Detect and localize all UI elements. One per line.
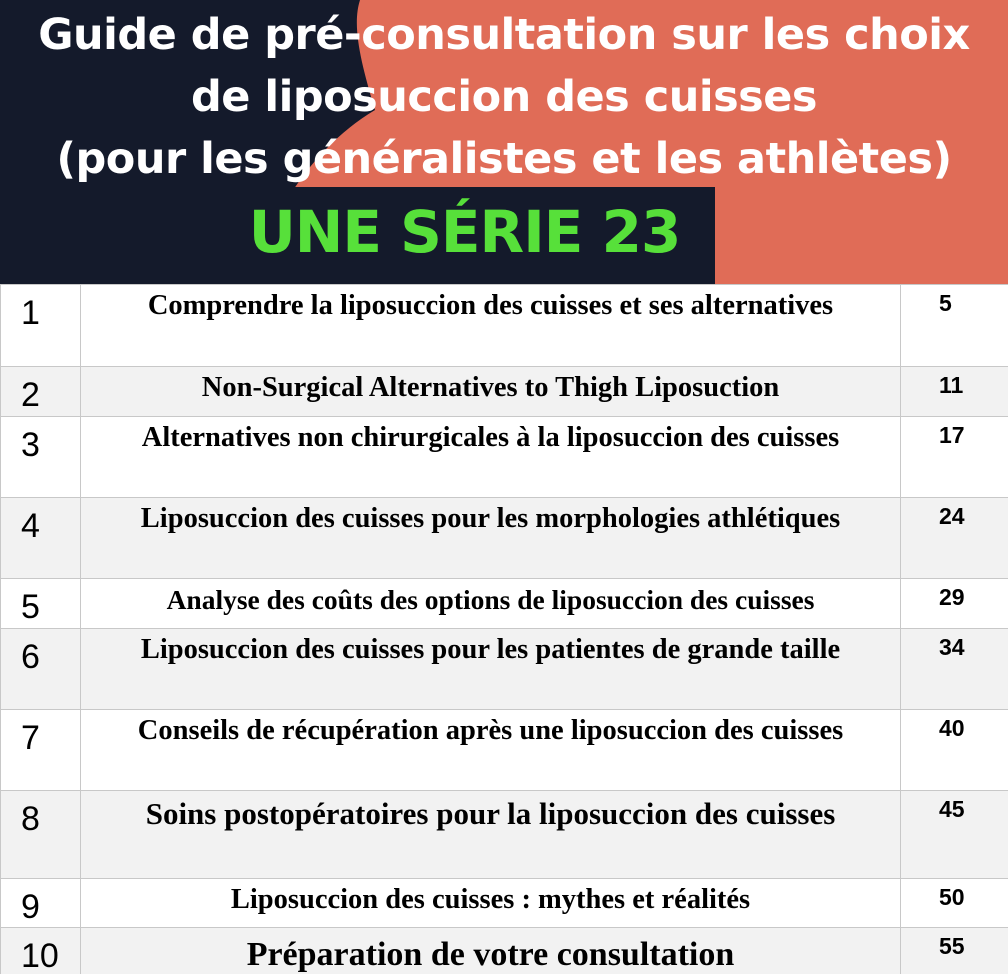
title-line-1: Guide de pré-consultation sur les choix [38, 10, 970, 60]
page-number: 55 [901, 928, 1008, 974]
table-row [1, 285, 1008, 367]
chapter-number: 2 [1, 367, 81, 417]
title-line-3: (pour les généralistes et les athlètes) [56, 134, 952, 184]
chapter-number: 6 [1, 629, 81, 710]
table-row [1, 629, 1008, 710]
chapter-title: Comprendre la liposuccion des cuisses et ses alternatives [81, 285, 901, 367]
page-number: 34 [901, 629, 1008, 710]
chapter-number: 7 [1, 710, 81, 791]
page-number: 50 [901, 879, 1008, 928]
chapter-number: 8 [1, 791, 81, 879]
table-row [1, 791, 1008, 879]
page-number: 45 [901, 791, 1008, 879]
table-row [1, 417, 1008, 498]
title-line-2: de liposuccion des cuisses [190, 72, 818, 122]
page-number: 24 [901, 498, 1008, 579]
chapter-number: 9 [1, 879, 81, 928]
chapter-number: 10 [1, 928, 81, 974]
table-row [1, 879, 1008, 928]
chapter-title: Alternatives non chirurgicales à la liposuccion des cuisses [81, 417, 901, 498]
table-row [1, 498, 1008, 579]
table-row [1, 710, 1008, 791]
table-row [1, 928, 1008, 974]
chapter-number: 4 [1, 498, 81, 579]
cover-banner [0, 0, 1008, 284]
page-number: 40 [901, 710, 1008, 791]
table-of-contents [0, 284, 1008, 974]
table-row [1, 367, 1008, 417]
chapter-title: Liposuccion des cuisses pour les patientes de grande taille [81, 629, 901, 710]
page-number: 17 [901, 417, 1008, 498]
document-title [0, 4, 1008, 190]
table-row [1, 579, 1008, 629]
chapter-number: 5 [1, 579, 81, 629]
page-number: 11 [901, 367, 1008, 417]
chapter-title: Non-Surgical Alternatives to Thigh Liposuction [81, 367, 901, 417]
chapter-title: Soins postopératoires pour la liposuccion des cuisses [81, 791, 901, 879]
series-label-box [214, 187, 715, 284]
chapter-title: Conseils de récupération après une liposuccion des cuisses [81, 710, 901, 791]
chapter-title: Préparation de votre consultation [81, 928, 901, 974]
chapter-title: Liposuccion des cuisses : mythes et réalités [81, 879, 901, 928]
chapter-number: 3 [1, 417, 81, 498]
chapter-title: Analyse des coûts des options de liposuccion des cuisses [81, 579, 901, 629]
series-label: UNE SÉRIE 23 [248, 198, 681, 266]
page-number: 29 [901, 579, 1008, 629]
page-number: 5 [901, 285, 1008, 367]
chapter-number: 1 [1, 285, 81, 367]
chapter-title: Liposuccion des cuisses pour les morphologies athlétiques [81, 498, 901, 579]
